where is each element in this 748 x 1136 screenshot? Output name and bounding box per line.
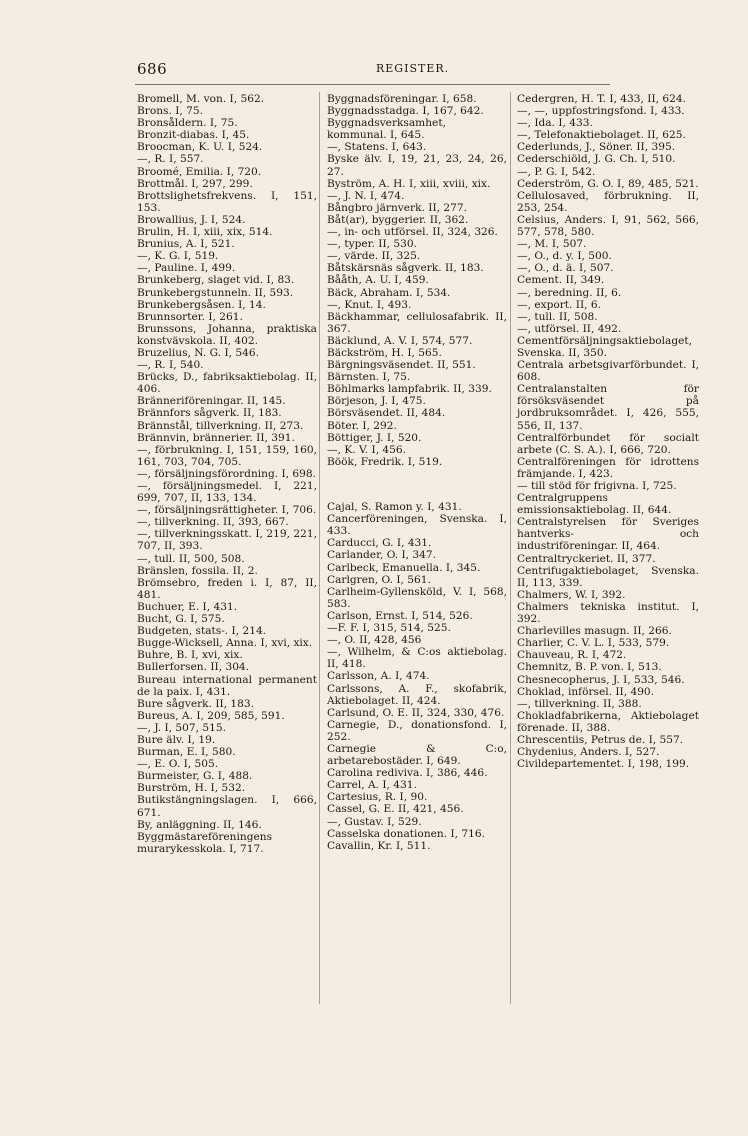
index-entry: Bronsåldern. I, 75. [137,117,238,130]
index-entry: —, Ida. I, 433. [517,117,593,130]
index-entry: Bugge-Wicksell, Anna. I, xvi, xix. [137,637,313,650]
index-entry: —, —, uppfostringsfond. I, 433. [517,105,685,118]
index-entry: Broocman, K. U. I, 524. [137,141,263,154]
index-entry: Brunssons, Johanna, praktiska konstvävskola. II, 402. [137,322,317,347]
index-entry: Cederström, G. O. I, 89, 485, 521. [517,177,699,190]
index-entry: Böter. I, 292. [327,419,397,432]
index-entry: Byström, A. H. I, xiii, xviii, xix. [327,177,491,190]
index-entry: Bärgningsväsendet. II, 551. [327,359,476,372]
index-entry: Cederschiöld, J. G. Ch. I, 510. [517,153,676,166]
index-entry: Cajal, S. Ramon y. I, 431. [327,501,462,514]
index-entry: Bränslen, fossila. II, 2. [137,564,258,577]
section-gap [327,479,507,491]
index-entry: —, försäljningsförordning. I, 698. [137,467,317,480]
index-entry: Carlheim-Gyllensköld, V. I, 568, 583. [327,585,507,610]
index-entry: Buhre, B. I, xvi, xix. [137,649,243,662]
header-rule [135,84,610,85]
index-entry: Cassel, G. E. II, 421, 456. [327,803,464,816]
index-entry: —, försäljningsmedel. I, 221, 699, 707, II, 133, 134. [137,480,317,505]
index-entry: Brons. I, 75. [137,105,203,118]
index-entry: Bruzelius, N. G. I, 546. [137,346,259,359]
index-entry: —, förbrukning. I, 151, 159, 160, 161, 703, 704, 705. [137,443,317,468]
index-entry: —, R. I, 557. [137,153,204,166]
index-entry: Chydenius, Anders. I, 527. [517,746,660,759]
index-entry: —, tillverkning. II, 388. [517,697,642,710]
index-entry: Bronzit-diabas. I, 45. [137,129,250,142]
index-entry: Chrescentiis, Petrus de. I, 557. [517,733,684,746]
index-entry: Bärnsten. I, 75. [327,371,411,384]
index-entry: Cement. II, 349. [517,274,605,287]
index-entry: Civildepartementet. I, 198, 199. [517,758,690,771]
index-entry: Carlander, O. I, 347. [327,549,437,562]
index-column-2 [327,93,507,852]
index-entry: Byggnadsföreningar. I, 658. [327,93,477,105]
index-entry: —, beredning. II, 6. [517,286,622,299]
index-entry: Cederlunds, J., Söner. II, 395. [517,141,676,154]
index-entry: —, export. II, 6. [517,298,601,311]
index-entry: Cancerföreningen, Svenska. I, 433. [327,513,507,538]
index-entry: —, J. I, 507, 515. [137,721,226,734]
index-entry: Brottmål. I, 297, 299. [137,177,253,190]
index-entry: Bååth, A. U. I, 459. [327,274,429,287]
index-entry: Brännfors sågverk. II, 183. [137,407,282,420]
index-entry: Celsius, Anders. I, 91, 562, 566, 577, 578, 580. [517,213,699,239]
index-entry: Browallius, J. I, 524. [137,213,246,226]
index-entry: Bångbro järnverk. II, 277. [327,201,467,214]
index-entry: Cementförsäljningsaktiebolaget, Svenska. II, 350. [517,334,692,359]
index-entry: Centralförbundet för socialt arbete (C. S. A.). I, 666, 720. [517,431,699,456]
index-entry: Brunius, A. I, 521. [137,238,235,251]
index-entry: Bure älv. I, 19. [137,733,216,746]
index-entry: Bränneriföreningar. II, 145. [137,395,286,408]
index-entry: Brunkeberg, slaget vid. I, 83. [137,274,295,287]
index-entry: Byggnadsstadga. I, 167, 642. [327,105,484,118]
index-entry: —, Wilhelm, & C:os aktiebolag. II, 418. [327,646,507,671]
index-entry: —, O., d. y. I, 500. [517,250,612,263]
index-entry: Choklad, införsel. II, 490. [517,685,655,698]
index-entry: —, försäljningsrättigheter. I, 706. [137,504,317,517]
index-entry: Budgeten, stats-. I, 214. [137,625,267,638]
index-entry: —, Pauline. I, 499. [137,262,236,275]
index-entry: Carlsson, A. I, 474. [327,670,430,683]
index-entry: Carducci, G. I, 431. [327,537,432,550]
index-entry: Chemnitz, B. P. von. I, 513. [517,661,662,674]
index-entry: Böök, Fredrik. I, 519. [327,455,443,468]
index-entry: —F. F. I, 315, 514, 525. [327,622,451,635]
page-header [0,60,748,80]
index-column-3 [517,93,699,770]
index-entry: —, tull. II, 500, 508. [137,552,245,565]
index-entry: Bureus, A. I, 209, 585, 591. [137,709,285,722]
index-entry: —, O. II, 428, 456 [327,634,422,647]
index-entry: Chalmers, W. I, 392. [517,588,626,601]
index-entry: —, tillverkningsskatt. I, 219, 221, 707, II, 393. [137,528,317,553]
index-entry: Broomé, Emilia. I, 720. [137,165,262,178]
index-entry: —, Telefonaktiebolaget. II, 625. [517,129,686,142]
index-entry: Bäck, Abraham. I, 534. [327,286,451,299]
index-entry: Chalmers tekniska institut. I, 392. [517,600,699,626]
index-entry: Cartesius, R. I, 90. [327,791,428,804]
index-entry: —, tillverkning. II, 393, 667. [137,516,289,529]
index-entry: Carrel, A. I, 431. [327,779,417,792]
index-entry: Bäckhammar, cellulosafabrik. II, 367. [327,310,507,335]
index-entry: Centralanstalten för försöksväsendet på jordbruksområdet. I, 426, 555, 556, II, 137. [517,383,699,432]
index-entry: Chauveau, R. I, 472. [517,649,627,662]
index-entry: Brottslighetsfrekvens. I, 151, 153. [137,189,317,214]
index-entry: Casselska donationen. I, 716. [327,827,485,840]
index-entry: Byggmästareföreningens murarykesskola. I, 717. [137,830,273,855]
index-entry: Charlevilles masugn. II, 266. [517,625,672,638]
index-entry: Brännvin, brännerier. II, 391. [137,431,295,444]
index-entry: Brunkebergstunneln. II, 593. [137,286,294,299]
column-divider [319,92,320,1004]
index-entry: Carlssons, A. F., skofabrik, Aktiebolaget. II, 424. [327,682,507,707]
index-entry: Burström, H. I, 532. [137,782,246,795]
index-entry: —, O., d. ä. I, 507. [517,262,614,275]
index-entry: Bromell, M. von. I, 562. [137,93,265,105]
index-entry: —, R. I, 540. [137,359,204,372]
index-entry: Centrala arbetsgivarförbundet. I, 608. [517,359,699,384]
index-entry: Centralstyrelsen för Sveriges hantverks- och industriföreningar. II, 464. [517,516,699,553]
index-entry: Chesnecopherus, J. I, 533, 546. [517,673,685,686]
index-entry: Chokladfabrikerna, Aktiebolaget förenade. II, 388. [517,709,699,734]
index-entry: Bucht, G. I, 575. [137,613,225,626]
index-entry: By, anläggning. II, 146. [137,818,262,831]
index-entry: Carlson, Ernst. I, 514, 526. [327,609,473,622]
index-entry: Centralgruppens emissionsaktiebolag. II, 644. [517,492,672,517]
index-entry: Charlier, C. V. L. I, 533, 579. [517,637,670,650]
index-entry: Carlsund, O. E. II, 324, 330, 476. [327,706,505,719]
index-entry: Bäckström, H. I, 565. [327,346,442,359]
index-entry: —, Knut. I, 493. [327,298,412,311]
index-entry: Carnegie & C:o, arbetarebostäder. I, 649. [327,742,507,768]
index-entry: —, M. I, 507. [517,238,587,251]
index-entry: Bullerforsen. II, 304. [137,661,250,674]
column-divider [510,92,511,1004]
index-entry: —, Gustav. I, 529. [327,815,422,828]
index-entry: —, E. O. I, 505. [137,758,219,771]
index-entry: Buchuer, E. I, 431. [137,600,238,613]
index-entry: —, tull. II, 508. [517,310,598,323]
index-entry: Brunkebergsåsen. I, 14. [137,298,266,311]
index-entry: Bureau international permanent de la paix. I, 431. [137,673,317,698]
index-entry: —, K. G. I, 519. [137,250,219,263]
index-entry: Carnegie, D., donationsfond. I, 252. [327,718,507,743]
index-entry: Båt(ar), byggerier. II, 362. [327,213,469,226]
index-entry: Carlbeck, Emanuella. I, 345. [327,561,481,574]
index-entry: Brulin, H. I, xiii, xix, 514. [137,226,273,239]
index-entry: Centrifugaktiebolaget, Svenska. II, 113, 339. [517,564,699,589]
index-entry: — till stöd för frigivna. I, 725. [517,480,677,492]
index-entry: Burmeister, G. I, 488. [137,770,253,783]
index-entry: Bäcklund, A. V. I, 574, 577. [327,334,473,347]
index-entry: Carolina rediviva. I, 386, 446. [327,767,488,780]
index-entry: Börjeson, J. I, 475. [327,395,426,408]
index-entry: Båtskärsnäs sågverk. II, 183. [327,262,484,275]
index-entry: —, typer. II, 530. [327,238,417,251]
index-entry: Byske älv. I, 19, 21, 23, 24, 26, 27. [327,153,507,178]
index-entry: —, värde. II, 325. [327,250,421,263]
index-entry: Bure sågverk. II, 183. [137,697,255,710]
index-entry: Cavallin, Kr. I, 511. [327,839,431,852]
index-entry: Böhlmarks lampfabrik. II, 339. [327,383,492,396]
index-entry: Centralföreningen för idrottens främjande. I, 423. [517,455,699,480]
index-entry: Brunnsorter. I, 261. [137,310,243,323]
index-entry: —, P. G. I, 542. [517,165,596,178]
index-entry: Böttiger, J. I, 520. [327,431,422,444]
index-entry: —, utförsel. II, 492. [517,322,622,335]
index-entry: Brömsebro, freden i. I, 87, II, 481. [137,576,317,601]
running-title: REGISTER. [376,62,450,75]
index-entry: Carlgren, O. I, 561. [327,573,431,586]
index-entry: Cellulosaved, förbrukning. II, 253, 254. [517,189,699,214]
index-entry: Byggnadsverksamhet, kommunal. I, 645. [327,117,446,142]
index-entry: —, Statens. I, 643. [327,141,427,154]
index-entry: Cedergren, H. T. I, 433, II, 624. [517,93,686,105]
index-entry: —, J. N. I, 474. [327,189,405,202]
index-entry: —, K. V. I, 456. [327,443,407,456]
index-entry: Centraltryckeriet. II, 377. [517,552,656,565]
index-entry: Brücks, D., fabriksaktiebolag. II, 406. [137,371,317,396]
index-entry: Butikstängningslagen. I, 666, 671. [137,794,317,819]
index-entry: —, in- och utförsel. II, 324, 326. [327,226,498,239]
index-entry: Brännstål, tillverkning. II, 273. [137,419,304,432]
index-column-1 [137,93,317,855]
index-entry: Burman, E. I, 580. [137,746,236,759]
page-number: 686 [137,60,168,78]
index-entry: Börsväsendet. II, 484. [327,407,446,420]
